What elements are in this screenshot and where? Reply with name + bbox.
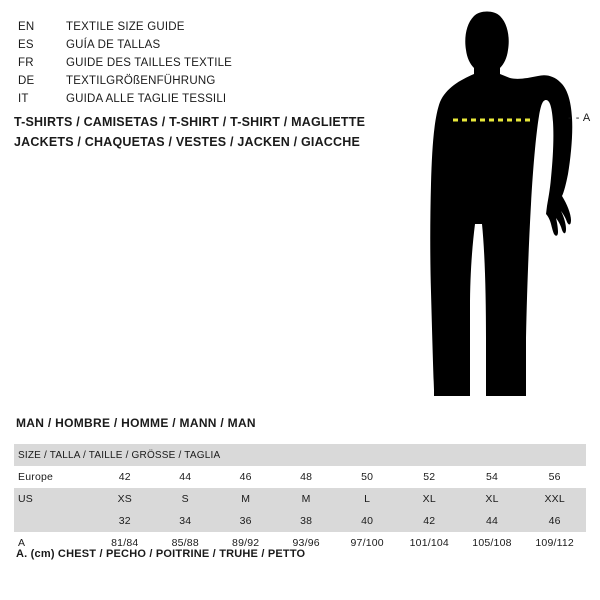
table-cell: 46 [523, 510, 586, 532]
table-cell: XL [461, 488, 524, 510]
category-headings [14, 112, 434, 152]
language-code: FR [18, 57, 34, 69]
table-cell: 50 [336, 466, 398, 488]
table-row [14, 488, 586, 510]
measurement-footnote: A. (cm) CHEST / PECHO / POITRINE / TRUHE / PETTO [16, 548, 306, 560]
silhouette-icon [400, 8, 595, 400]
table-cell: 42 [398, 510, 461, 532]
table-cell: 40 [336, 510, 398, 532]
language-title: TEXTILE SIZE GUIDE [66, 21, 185, 33]
language-title: GUIDE DES TAILLES TEXTILE [66, 57, 233, 69]
table-cell: S [155, 488, 215, 510]
table-cell: 105/108 [461, 532, 524, 554]
language-code: IT [18, 93, 29, 105]
language-code: DE [18, 75, 35, 87]
table-cell: 85/88 [155, 532, 215, 554]
table-row [14, 466, 586, 488]
language-list [18, 18, 348, 108]
language-row [18, 90, 348, 108]
table-cell: 46 [215, 466, 275, 488]
row-label-a: A [14, 532, 95, 554]
table-cell: 101/104 [398, 532, 461, 554]
table-cell: 32 [95, 510, 155, 532]
table-cell: 97/100 [336, 532, 398, 554]
table-cell: 34 [155, 510, 215, 532]
measure-marker-label: - - A [568, 112, 591, 124]
table-cell: 81/84 [95, 532, 155, 554]
table-cell: 38 [276, 510, 336, 532]
table-row [14, 510, 586, 532]
table-header-label: SIZE / TALLA / TAILLE / GRÖSSE / TAGLIA [14, 444, 586, 466]
table-header-row [14, 444, 586, 466]
language-code: EN [18, 21, 35, 33]
table-cell: XL [398, 488, 461, 510]
language-row [18, 36, 348, 54]
table-cell: 36 [215, 510, 275, 532]
male-silhouette-figure [400, 8, 595, 398]
table-cell: 44 [155, 466, 215, 488]
table-cell: 54 [461, 466, 524, 488]
category-tshirts: T-SHIRTS / CAMISETAS / T-SHIRT / T-SHIRT / MAGLIETTE [14, 115, 366, 129]
language-row [18, 54, 348, 72]
table-cell: L [336, 488, 398, 510]
table-cell: XXL [523, 488, 586, 510]
table-cell: 48 [276, 466, 336, 488]
table-cell: 93/96 [276, 532, 336, 554]
table-cell: M [276, 488, 336, 510]
language-title: GUIDA ALLE TAGLIE TESSILI [66, 93, 227, 105]
table-cell: 52 [398, 466, 461, 488]
category-jackets: JACKETS / CHAQUETAS / VESTES / JACKEN / GIACCHE [14, 135, 361, 149]
language-row [18, 72, 348, 90]
table-cell: 44 [461, 510, 524, 532]
table-cell: 109/112 [523, 532, 586, 554]
row-label-us-numeric [14, 510, 95, 532]
table-cell: M [215, 488, 275, 510]
language-code: ES [18, 39, 34, 51]
language-title: TEXTILGRÖßENFÜHRUNG [66, 75, 216, 87]
row-label-europe: Europe [14, 466, 95, 488]
table-section-title: MAN / HOMBRE / HOMME / MANN / MAN [16, 416, 256, 430]
language-title: GUÍA DE TALLAS [66, 39, 161, 51]
table-cell: 56 [523, 466, 586, 488]
table-cell: 42 [95, 466, 155, 488]
language-row [18, 18, 348, 36]
table-cell: 89/92 [215, 532, 275, 554]
table-cell: XS [95, 488, 155, 510]
size-table [14, 444, 586, 554]
row-label-us: US [14, 488, 95, 510]
